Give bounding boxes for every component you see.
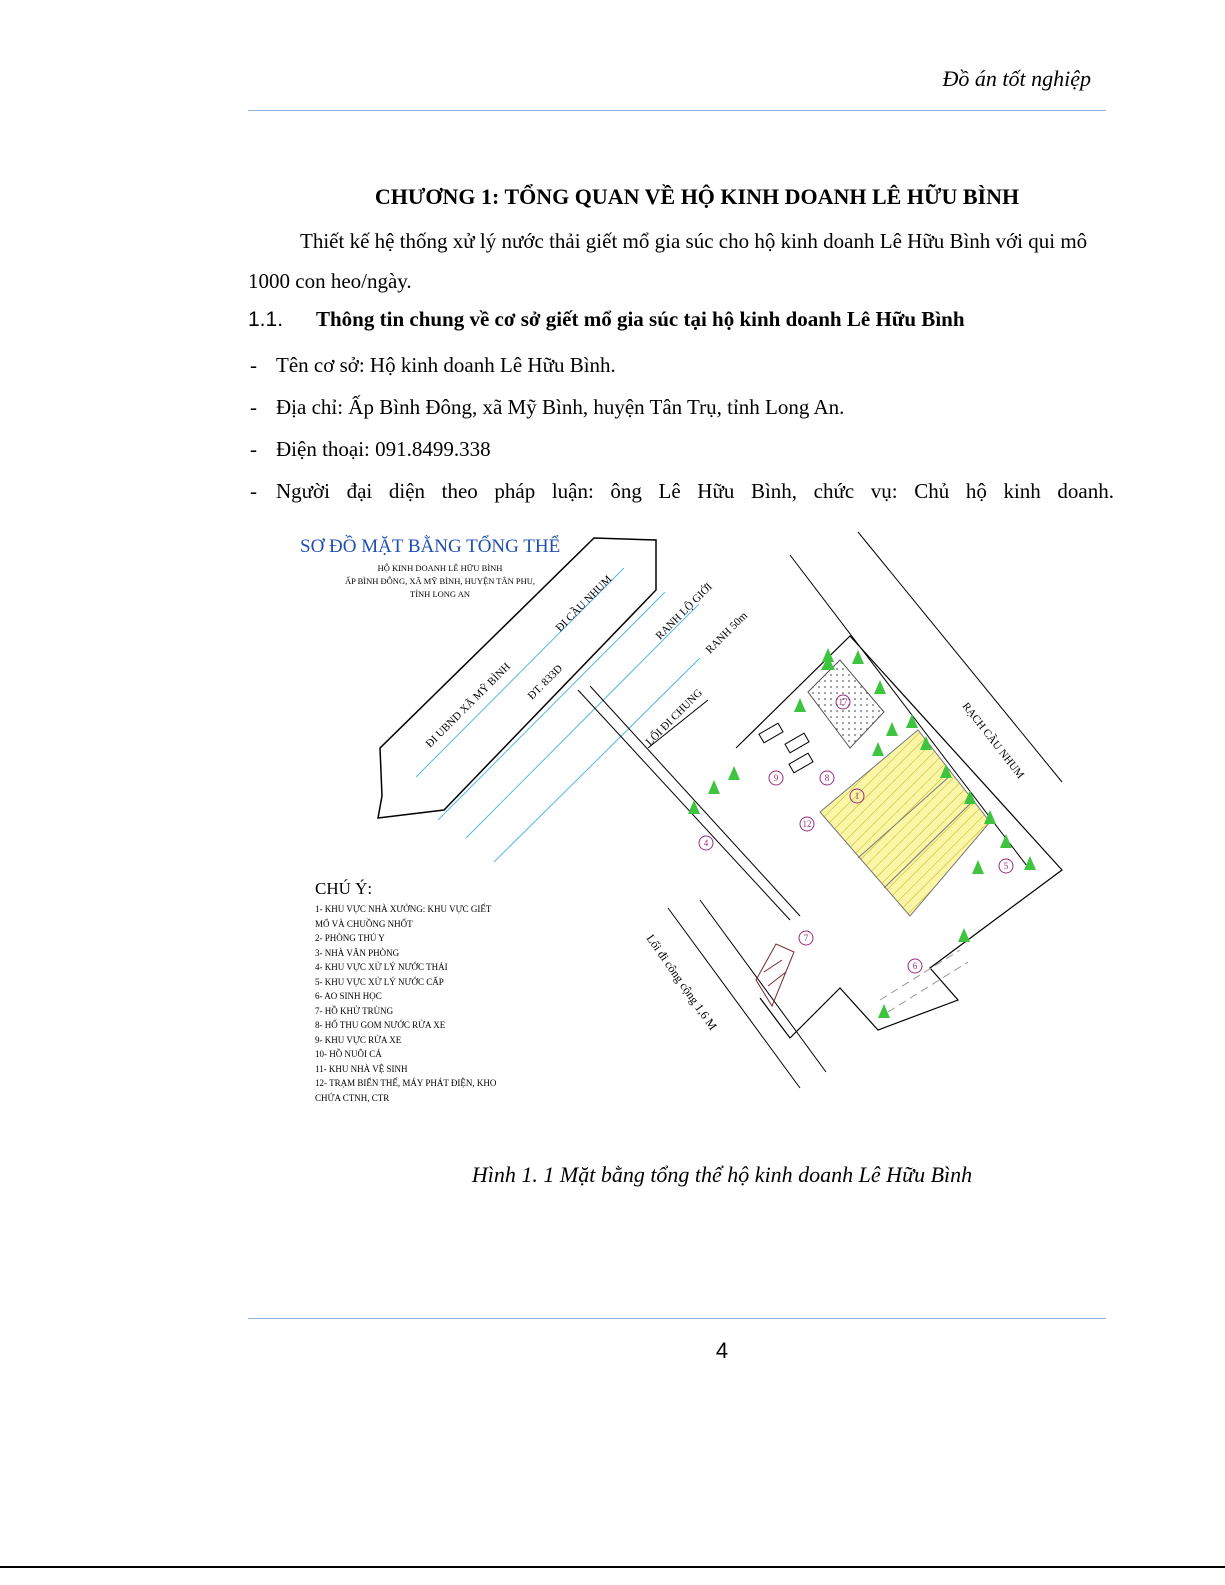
wash-bay bbox=[759, 723, 783, 743]
legend-item: MỔ VÀ CHUỒNG NHỐT bbox=[315, 918, 413, 929]
marker-label: 17 bbox=[838, 697, 848, 707]
pipe-line bbox=[590, 686, 800, 916]
tree-icon bbox=[728, 766, 740, 780]
marker-label: 5 bbox=[1003, 861, 1009, 871]
list-item: - Điện thoại: 091.8499.338 bbox=[248, 428, 1120, 470]
road-right-label: ĐI CẦU NHUM bbox=[553, 573, 615, 635]
tree-icon bbox=[958, 928, 970, 942]
legend-item: 12- TRẠM BIẾN THẾ, MÁY PHÁT ĐIỆN, KHO bbox=[315, 1078, 497, 1088]
diagram-subtitle-line: ẤP BÌNH ĐÔNG, XÃ MỸ BÌNH, HUYỆN TÂN PHU, bbox=[344, 576, 536, 586]
tree-icon bbox=[972, 860, 984, 874]
section-title: Thông tin chung về cơ sở giết mổ gia súc tại hộ kinh doanh Lê Hữu Bình bbox=[316, 307, 965, 331]
figure-caption: Hình 1. 1 Mặt bằng tổng thể hộ kinh doanh Lê Hữu Bình bbox=[471, 1162, 973, 1187]
page-number: 4 bbox=[715, 1338, 729, 1363]
tree-icon bbox=[688, 800, 700, 814]
legend-item: 2- PHÒNG THÚ Y bbox=[315, 933, 385, 943]
section-number: 1.1. bbox=[248, 308, 284, 331]
legend-item: 7- HỒ KHỬ TRÙNG bbox=[315, 1005, 394, 1016]
intro-paragraph: Thiết kế hệ thống xử lý nước thải giết mổ gia súc cho hộ kinh doanh Lê Hữu Bình với qui mô 1000 con heo/ngày. bbox=[248, 229, 1088, 293]
tree-icon bbox=[1000, 834, 1012, 848]
wash-bay bbox=[785, 733, 809, 753]
diagram-subtitle-line: HỘ KINH DOANH LÊ HỮU BÌNH bbox=[377, 563, 503, 573]
public-path-edge bbox=[700, 900, 826, 1072]
legend-item: 9- KHU VỰC RỬA XE bbox=[315, 1034, 402, 1045]
footer-rule bbox=[248, 1318, 1106, 1319]
road-code-label: ĐT. 833D bbox=[525, 662, 566, 703]
legend-item: 5- KHU VỰC XỬ LÝ NƯỚC CẤP bbox=[315, 976, 444, 987]
chapter-title: CHƯƠNG 1: TỔNG QUAN VỀ HỘ KINH DOANH LÊ HỮU BÌNH bbox=[374, 184, 1020, 209]
marker-label: 1 bbox=[854, 791, 860, 801]
list-item: - Địa chỉ: Ấp Bình Đông, xã Mỹ Bình, huyện Tân Trụ, tỉnh Long An. bbox=[248, 386, 1120, 428]
marker-label: 8 bbox=[824, 773, 830, 783]
boundary-line bbox=[494, 658, 700, 862]
marker-label: 12 bbox=[802, 819, 812, 829]
tree-icon bbox=[852, 650, 864, 664]
running-header: Đồ án tốt nghiệp bbox=[942, 66, 1091, 91]
setback-label: RANH 50m bbox=[703, 609, 750, 657]
legend-item: 10- HỒ NUÔI CÁ bbox=[315, 1049, 382, 1059]
tree-icon bbox=[821, 648, 835, 670]
marker-label: 6 bbox=[912, 961, 918, 971]
legend-item: 4- KHU VỰC XỬ LÝ NƯỚC THẢI bbox=[315, 962, 448, 972]
pipe-line bbox=[578, 690, 790, 920]
legend-item: 8- HỐ THU GOM NƯỚC RỬA XE bbox=[315, 1020, 446, 1030]
wash-bay bbox=[789, 753, 813, 773]
diagram-legend bbox=[315, 878, 496, 1105]
diagram-subtitle-line: TỈNH LONG AN bbox=[410, 589, 470, 599]
boundary-label: RANH LỘ GIỚI bbox=[653, 580, 715, 643]
diagram-title: SƠ ĐỒ MẶT BẰNG TỔNG THỂ bbox=[300, 536, 561, 557]
page-bottom-edge bbox=[0, 1566, 1225, 1568]
legend-item: CHỨA CTNH, CTR bbox=[315, 1092, 390, 1103]
diagram-subtitle bbox=[300, 562, 580, 601]
tree-icon bbox=[1024, 856, 1036, 870]
info-list bbox=[248, 344, 1120, 512]
tree-icon bbox=[886, 722, 898, 736]
legend-item: 3- NHÀ VĂN PHÒNG bbox=[315, 947, 400, 958]
tree-icon bbox=[708, 780, 720, 794]
section-heading bbox=[248, 307, 965, 332]
legend-title: CHÚ Ý: bbox=[315, 879, 373, 898]
header-rule bbox=[248, 110, 1106, 111]
common-path-label: LỐI ĐI CHUNG bbox=[643, 686, 705, 749]
road-left-label: ĐI UBND XÃ MỸ BÌNH bbox=[423, 660, 513, 751]
tree-icon bbox=[874, 680, 886, 694]
legend-item: 1- KHU VỰC NHÀ XƯỞNG: KHU VỰC GIẾT bbox=[315, 904, 492, 914]
stairs bbox=[756, 944, 794, 1006]
legend-item: 6- AO SINH HỌC bbox=[315, 991, 382, 1001]
tree-icon bbox=[794, 698, 806, 712]
list-item: - Tên cơ sở: Hộ kinh doanh Lê Hữu Bình. bbox=[248, 344, 1120, 386]
list-item: - Người đại diện theo pháp luận: ông Lê Hữu Bình, chức vụ: Chủ hộ kinh doanh. bbox=[248, 470, 1120, 512]
factory-area bbox=[820, 730, 990, 916]
stairs-step bbox=[764, 960, 782, 972]
tree-icon bbox=[872, 742, 884, 756]
tree-icon bbox=[878, 1004, 890, 1018]
marker-label: 7 bbox=[803, 933, 809, 943]
legend-item: 11- KHU NHÀ VỆ SINH bbox=[315, 1063, 408, 1074]
marker-label: 9 bbox=[773, 773, 779, 783]
public-path-label: Lối đi công cộng 1,6 M bbox=[643, 931, 721, 1033]
marker-label: 4 bbox=[703, 838, 709, 848]
canal-label: RẠCH CẦU NHUM bbox=[959, 700, 1027, 782]
canal-edge bbox=[858, 532, 1062, 782]
